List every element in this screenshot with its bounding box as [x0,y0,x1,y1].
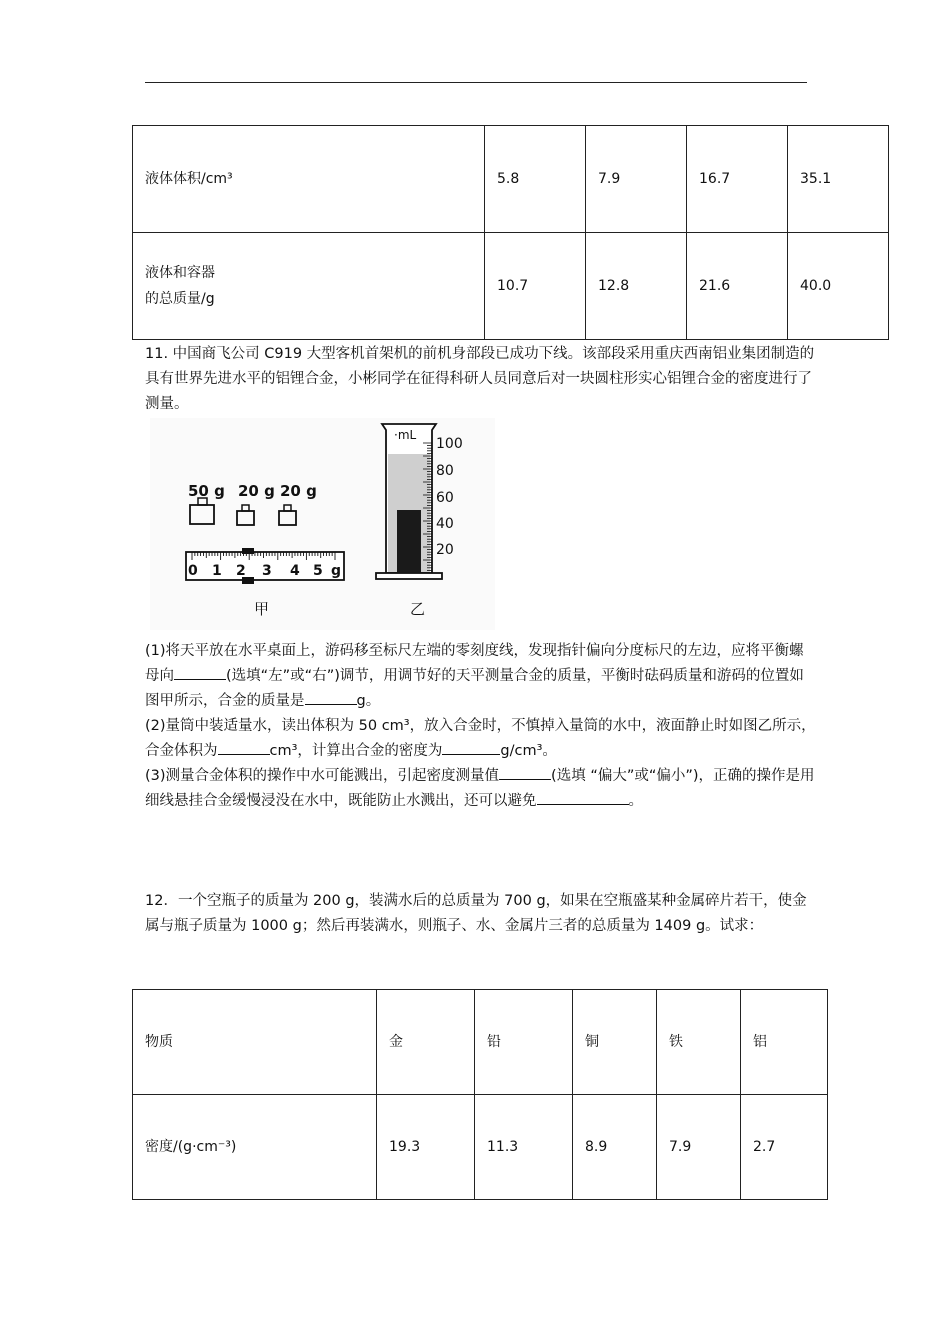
table-header-row [133,990,828,1095]
cylinder-mark: 80 [436,463,454,479]
scale-tick-label: 1 [212,563,222,579]
answer-blank[interactable] [174,664,226,680]
table-cell: 16.7 [687,126,788,233]
table-header-cell: 铜 [573,990,657,1095]
weight-label-20b: 20 g [280,482,317,500]
figure-svg [150,418,495,630]
cylinder-base [376,573,442,579]
table-row [133,1095,828,1200]
table-cell: 2.7 [741,1095,828,1200]
header-rule [145,82,807,83]
table-row [133,126,889,233]
answer-blank[interactable] [305,689,357,705]
scale-tick-label: 4 [290,563,300,579]
table-row [133,233,889,340]
table-cell: 11.3 [475,1095,573,1200]
answer-blank[interactable] [218,739,270,755]
cylinder-mark: 20 [436,542,454,558]
figure-label-left: 甲 [254,600,270,618]
table-cell: 8.9 [573,1095,657,1200]
table-cell: 21.6 [687,233,788,340]
table-cell: 12.8 [586,233,687,340]
table-header-cell: 铁 [657,990,741,1095]
q11-part-1: (1)将天平放在水平桌面上，游码移至标尺左端的零刻度线，发现指针偏向分度标尺的左边，应将平衡螺母向 (选填“左”或“右”)调节，用调节好的天平测量合金的质量，平衡时砝码质量和游码的位置如图甲所示，合金的质量是 g。 [145,643,804,709]
question-11-intro: 11. 中国商飞公司 C919 大型客机首架机的前机身部段已成功下线。该部段采用重庆西南铝业集团制造的具有世界先进水平的铝锂合金，小彬同学在征得科研人员同意后对一块圆柱形实心铝锂合金的密度进行了测量。 [145,346,815,412]
row-label: 液体体积/cm³ [133,126,485,233]
table-header-cell: 物质 [133,990,377,1095]
table-cell: 7.9 [586,126,687,233]
cylinder-unit: ·mL [394,428,417,442]
scale-tick-label: 0 [188,563,198,579]
q11-part-2: (2)量筒中装适量水，读出体积为 50 cm³，放入合金时，不慎掉入量筒的水中，液面静止时如图乙所示，合金体积为 cm³，计算出合金的密度为 g/cm³。 [145,718,816,759]
scale-tick-label: 2 [236,563,246,579]
cylinder-mark: 60 [436,490,454,506]
table-cell: 7.9 [657,1095,741,1200]
table-cell: 19.3 [377,1095,475,1200]
answer-blank[interactable] [442,739,500,755]
table-cell: 40.0 [788,233,889,340]
rider-top [242,548,254,554]
cylinder-mark: 40 [436,516,454,532]
question-12: 12．一个空瓶子的质量为 200 g，装满水后的总质量为 700 g，如果在空瓶盛某种金属碎片若干，使金属与瓶子质量为 1000 g；然后再装满水，则瓶子、水、金属片三者的总质量为 1409 g。试求： [145,893,807,934]
balance-cylinder-figure [150,418,495,630]
q11-part-3: (3)测量合金体积的操作中水可能溅出，引起密度测量值 (选填 “偏大”或“偏小”)，正确的操作是用细线悬挂合金缓慢浸没在水中，既能防止水溅出，还可以避免 。 [145,764,817,814]
alloy-sample [397,510,421,572]
density-table [132,989,828,1200]
scale-tick-label: 3 [262,563,272,579]
question-11-parts [145,639,817,814]
table-header-cell: 铅 [475,990,573,1095]
volume-mass-table [132,125,889,340]
weight-label-50: 50 g [188,482,225,500]
weight-label-20a: 20 g [238,482,275,500]
table-header-cell: 金 [377,990,475,1095]
answer-blank[interactable] [537,789,629,805]
table-cell: 35.1 [788,126,889,233]
row-label-line2: 的总质量/g [145,291,215,307]
answer-blank[interactable] [499,764,551,780]
scale-tick-label: g [331,563,342,579]
row-label-line1: 液体和容器 [145,265,215,281]
table-cell: 密度/(g·cm⁻³) [133,1095,377,1200]
figure-label-right: 乙 [410,600,426,618]
row-label [133,233,485,340]
table-cell: 5.8 [485,126,586,233]
cylinder-mark: 100 [436,436,463,452]
table-header-cell: 铝 [741,990,828,1095]
table-cell: 10.7 [485,233,586,340]
scale-tick-label: 5 [313,563,323,579]
